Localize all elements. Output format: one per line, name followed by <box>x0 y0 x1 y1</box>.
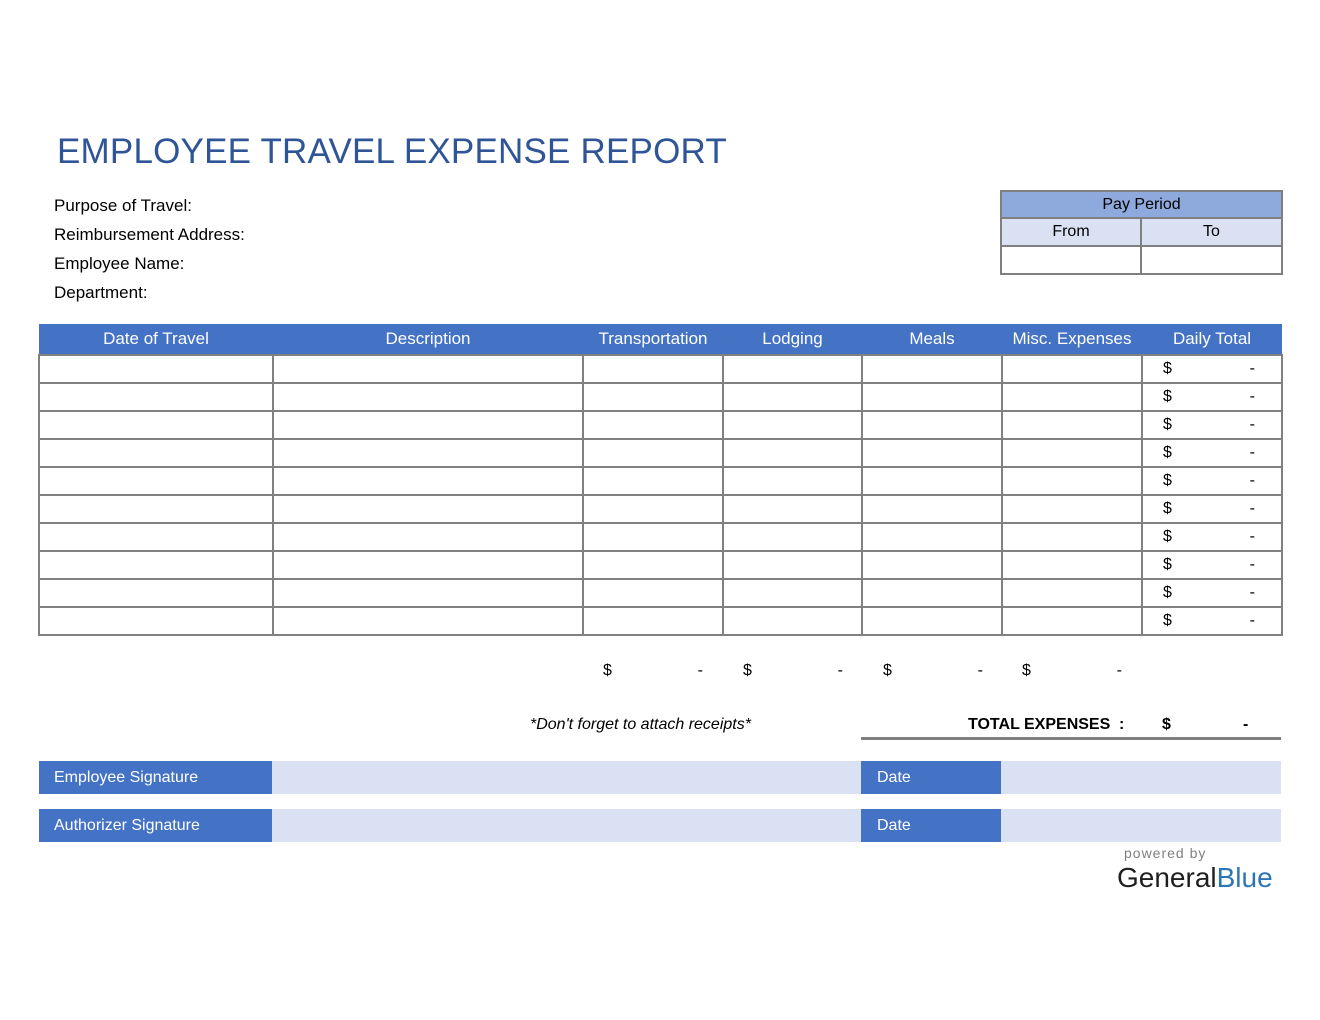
daily-total-value: $ - <box>1163 444 1255 461</box>
employee-date-label: Date <box>861 761 1001 794</box>
daily-total-cell <box>1142 439 1282 467</box>
table-row <box>39 439 1282 467</box>
daily-total-cell <box>1142 383 1282 411</box>
meals-cell[interactable] <box>862 411 1002 439</box>
misc-cell[interactable] <box>1002 523 1142 551</box>
lodging-cell[interactable] <box>723 439 862 467</box>
total-expenses <box>861 715 1281 740</box>
daily-total-value: $ - <box>1163 360 1255 377</box>
meals-cell[interactable] <box>862 495 1002 523</box>
misc-cell[interactable] <box>1002 551 1142 579</box>
column-header-transportation: Transportation <box>583 324 723 355</box>
column-header-daily-total: Daily Total <box>1142 324 1282 355</box>
misc-cell[interactable] <box>1002 411 1142 439</box>
description-cell[interactable] <box>273 355 583 383</box>
lodging-cell[interactable] <box>723 383 862 411</box>
lodging-cell[interactable] <box>723 607 862 635</box>
daily-total-value: $ - <box>1163 612 1255 629</box>
date-cell[interactable] <box>39 383 273 411</box>
daily-total-cell <box>1142 467 1282 495</box>
transportation-cell[interactable] <box>583 467 723 495</box>
employee-signature-row <box>39 761 1281 794</box>
pay-period-from-label: From <box>1001 218 1141 246</box>
lodging-cell[interactable] <box>723 467 862 495</box>
daily-total-value: $ - <box>1163 556 1255 573</box>
meals-cell[interactable] <box>862 439 1002 467</box>
daily-total-value: $ - <box>1163 584 1255 601</box>
transportation-cell[interactable] <box>583 551 723 579</box>
transportation-cell[interactable] <box>583 355 723 383</box>
description-cell[interactable] <box>273 551 583 579</box>
lodging-cell[interactable] <box>723 551 862 579</box>
date-cell[interactable] <box>39 523 273 551</box>
column-header-description: Description <box>273 324 583 355</box>
misc-cell[interactable] <box>1002 607 1142 635</box>
meals-cell[interactable] <box>862 579 1002 607</box>
lodging-subtotal: $ - <box>743 662 843 679</box>
authorizer-date-field[interactable] <box>1001 809 1281 842</box>
pay-period-table <box>1000 190 1283 275</box>
brand-blue-text: Blue <box>1216 862 1273 893</box>
description-cell[interactable] <box>273 467 583 495</box>
description-cell[interactable] <box>273 495 583 523</box>
table-row <box>39 523 1282 551</box>
description-cell[interactable] <box>273 411 583 439</box>
daily-total-cell <box>1142 523 1282 551</box>
daily-total-cell <box>1142 551 1282 579</box>
misc-cell[interactable] <box>1002 579 1142 607</box>
daily-total-value: $ - <box>1163 388 1255 405</box>
reimbursement-address-label: Reimbursement Address: <box>54 225 245 244</box>
pay-period-header: Pay Period <box>1001 191 1282 218</box>
page-title: EMPLOYEE TRAVEL EXPENSE REPORT <box>57 132 727 171</box>
table-row <box>39 551 1282 579</box>
misc-cell[interactable] <box>1002 355 1142 383</box>
meals-cell[interactable] <box>862 383 1002 411</box>
transportation-cell[interactable] <box>583 439 723 467</box>
pay-period-to-label: To <box>1141 218 1282 246</box>
total-expenses-label: TOTAL EXPENSES <box>968 716 1111 733</box>
table-row <box>39 355 1282 383</box>
description-cell[interactable] <box>273 607 583 635</box>
meals-cell[interactable] <box>862 523 1002 551</box>
transportation-cell[interactable] <box>583 383 723 411</box>
table-row <box>39 607 1282 635</box>
table-row <box>39 383 1282 411</box>
purpose-of-travel-label: Purpose of Travel: <box>54 196 192 215</box>
transportation-cell[interactable] <box>583 495 723 523</box>
daily-total-cell <box>1142 579 1282 607</box>
column-header-date: Date of Travel <box>39 324 273 355</box>
date-cell[interactable] <box>39 551 273 579</box>
misc-cell[interactable] <box>1002 495 1142 523</box>
meals-subtotal: $ - <box>883 662 983 679</box>
generalblue-logo <box>1117 862 1273 894</box>
column-header-meals: Meals <box>862 324 1002 355</box>
date-cell[interactable] <box>39 439 273 467</box>
meals-cell[interactable] <box>862 551 1002 579</box>
description-cell[interactable] <box>273 383 583 411</box>
employee-signature-label: Employee Signature <box>39 761 272 794</box>
description-cell[interactable] <box>273 523 583 551</box>
pay-period-to-field[interactable] <box>1141 246 1282 274</box>
transportation-subtotal: $ - <box>603 662 703 679</box>
employee-date-field[interactable] <box>1001 761 1281 794</box>
expense-table <box>38 324 1283 636</box>
daily-total-cell <box>1142 411 1282 439</box>
powered-by-text: powered by <box>1124 845 1207 861</box>
authorizer-date-label: Date <box>861 809 1001 842</box>
authorizer-signature-field[interactable] <box>272 809 861 842</box>
description-cell[interactable] <box>273 579 583 607</box>
date-cell[interactable] <box>39 579 273 607</box>
transportation-cell[interactable] <box>583 607 723 635</box>
meals-cell[interactable] <box>862 355 1002 383</box>
transportation-cell[interactable] <box>583 523 723 551</box>
misc-cell[interactable] <box>1002 439 1142 467</box>
daily-total-value: $ - <box>1163 416 1255 433</box>
transportation-cell[interactable] <box>583 579 723 607</box>
total-expenses-value: - <box>1243 716 1249 733</box>
lodging-cell[interactable] <box>723 579 862 607</box>
total-expenses-colon: : <box>1119 716 1125 733</box>
daily-total-cell <box>1142 495 1282 523</box>
date-cell[interactable] <box>39 467 273 495</box>
date-cell[interactable] <box>39 495 273 523</box>
lodging-cell[interactable] <box>723 411 862 439</box>
meals-cell[interactable] <box>862 607 1002 635</box>
table-row <box>39 495 1282 523</box>
daily-total-cell <box>1142 355 1282 383</box>
employee-signature-field[interactable] <box>272 761 861 794</box>
misc-subtotal: $ - <box>1022 662 1122 679</box>
column-header-misc: Misc. Expenses <box>1002 324 1142 355</box>
daily-total-value: $ - <box>1163 500 1255 517</box>
lodging-cell[interactable] <box>723 495 862 523</box>
authorizer-signature-label: Authorizer Signature <box>39 809 272 842</box>
misc-cell[interactable] <box>1002 467 1142 495</box>
receipts-note: *Don't forget to attach receipts* <box>530 716 751 733</box>
authorizer-signature-row <box>39 809 1281 842</box>
employee-name-label: Employee Name: <box>54 254 185 273</box>
daily-total-cell <box>1142 607 1282 635</box>
date-cell[interactable] <box>39 607 273 635</box>
table-row <box>39 411 1282 439</box>
daily-total-value: $ - <box>1163 472 1255 489</box>
transportation-cell[interactable] <box>583 411 723 439</box>
column-header-lodging: Lodging <box>723 324 862 355</box>
date-cell[interactable] <box>39 411 273 439</box>
expense-table-header <box>39 324 1282 355</box>
lodging-cell[interactable] <box>723 355 862 383</box>
lodging-cell[interactable] <box>723 523 862 551</box>
misc-cell[interactable] <box>1002 383 1142 411</box>
date-cell[interactable] <box>39 355 273 383</box>
table-row <box>39 579 1282 607</box>
daily-total-value: $ - <box>1163 528 1255 545</box>
brand-general-text: General <box>1117 862 1217 893</box>
meals-cell[interactable] <box>862 467 1002 495</box>
table-row <box>39 467 1282 495</box>
department-label: Department: <box>54 283 148 302</box>
total-expenses-currency: $ <box>1162 716 1171 733</box>
pay-period-from-field[interactable] <box>1001 246 1141 274</box>
description-cell[interactable] <box>273 439 583 467</box>
